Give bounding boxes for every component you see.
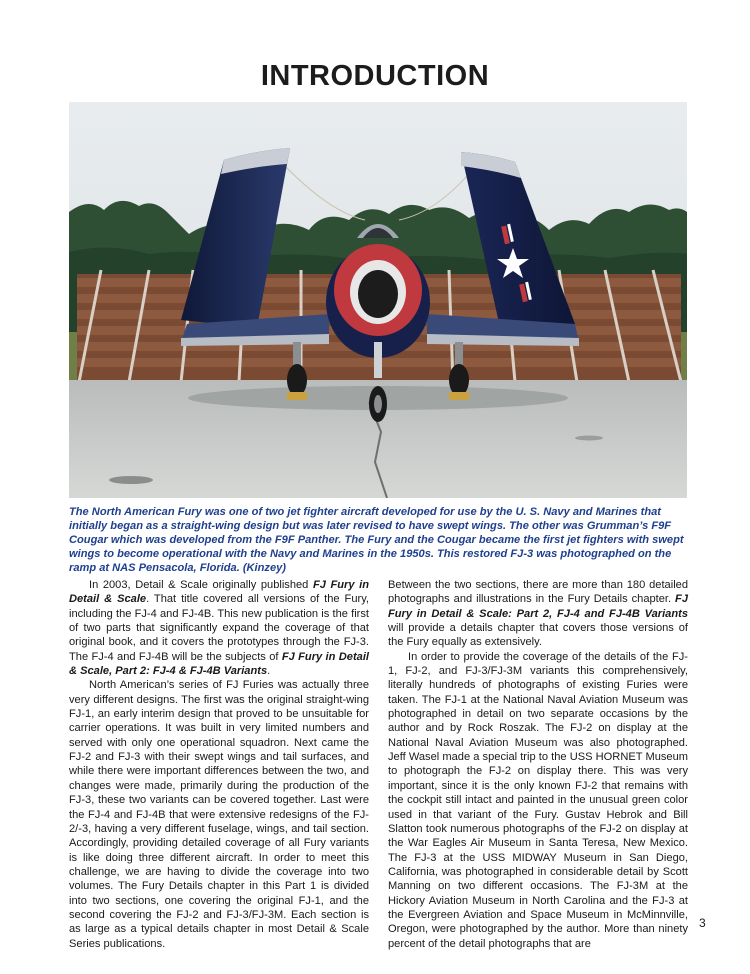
text-run: In 2003, Detail & Scale originally published <box>89 579 313 591</box>
paragraph <box>388 578 688 650</box>
text-run: . That title covered all versions of the Fury, including the FJ-4 and FJ-4B. This new publication is the first of two parts that significantly expand the coverage of that original book, and it covers the prototypes through the FJ-3. The FJ-4 and FJ-4B will be the subjects of <box>69 593 369 663</box>
text-run: Between the two sections, there are more than 180 detailed photographs and illustrations in the Fury Details chapter. <box>388 579 688 606</box>
book-title: FJ Fury in Detail & Scale: Part 2, FJ-4 and FJ-4B Variants <box>388 593 688 620</box>
book-title: FJ Fury in Detail & Scale, Part 2: FJ-4 & FJ-4B Variants <box>69 650 369 678</box>
page-number: 3 <box>699 916 706 930</box>
aircraft-photo <box>69 102 687 498</box>
page-title: INTRODUCTION <box>260 60 490 92</box>
book-title: FJ Fury in Detail & Scale <box>69 579 369 606</box>
photo-caption: The North American Fury was one of two jet fighter aircraft developed for use by the U. S. Navy and Marines that initially began as a straight-wing design but was later revised to have swept wings. The other was Grumman’s F9F Cougar which was developed from the F9F Panther. The Fury and the Cougar became the first jet fighters with swept wings to become operational with the Navy and Marines in the 1950s. This restored FJ-3 was photographed on the ramp at NAS Pensacola, Florida. (Kinzey) <box>69 506 684 574</box>
paragraph: North American’s series of FJ Furies was actually three very different designs. The first was the original straight-wing FJ-1, an early interim design that proved to be unsuitable for carrier operations. It was built in very limited numbers and served with only one operational squadron. Next came the FJ-2 and FJ-3 with their swept wings and tail surfaces, and while there were important differences between the two, and changes were made, primarily during the production of the FJ-3, these two variants can be covered together. Last were the FJ-4 and FJ-4B that were extensive redesigns of the FJ-2/-3, having a very different fuselage, wings, and tail section. Accordingly, providing detailed coverage of all Fury variants is like doing three different aircraft. In order to meet this challenge, we are having to divide the coverage into two volumes. The Fury Details chapter in this Part 1 is divided into two sections, one covering the original FJ-1, and the second covering the FJ-2 and FJ-3/FJ-3M. Each section is as large as a typical details chapter in most Detail & Scale Series publications. <box>69 679 369 950</box>
paragraph <box>69 578 369 678</box>
body-column-right <box>388 578 688 951</box>
text-run: will provide a details chapter that covers those versions of the Fury equally as extensively. <box>388 622 688 649</box>
text-run: . <box>267 665 271 678</box>
body-column-left <box>69 578 369 951</box>
paragraph: In order to provide the coverage of the details of the FJ-1, FJ-2, and FJ-3/FJ-3M variants this comprehensively, literally hundreds of photographs of existing Furies were taken. The FJ-1 at the National Naval Aviation Museum was photographed in detail on two separate occasions by the author and by Rock Roszak. The FJ-2 on display at the National Naval Aviation Museum was also photographed. Jeff Wasel made a special trip to the USS HORNET Museum to photograph the FJ-2 on display there. This was very important, since it is the only known FJ-2 that remains with the cockpit still intact and painted in the unusual green color used in that variant of the Fury. Gustav Hebrok and Bill Slatton took numerous photographs of the FJ-2 on display at the War Eagles Air Museum in Santa Teresa, New Mexico. The FJ-3 at the USS MIDWAY Museum in San Diego, California, was photographed in considerable detail by Scott Manning on two different occasions. The FJ-3M at the Hickory Aviation Museum in North Carolina and the FJ-3 at the Evergreen Aviation and Space Museum in McMinnville, Oregon, were photographed by the author. More than ninety percent of the detail photographs that are <box>388 650 688 950</box>
